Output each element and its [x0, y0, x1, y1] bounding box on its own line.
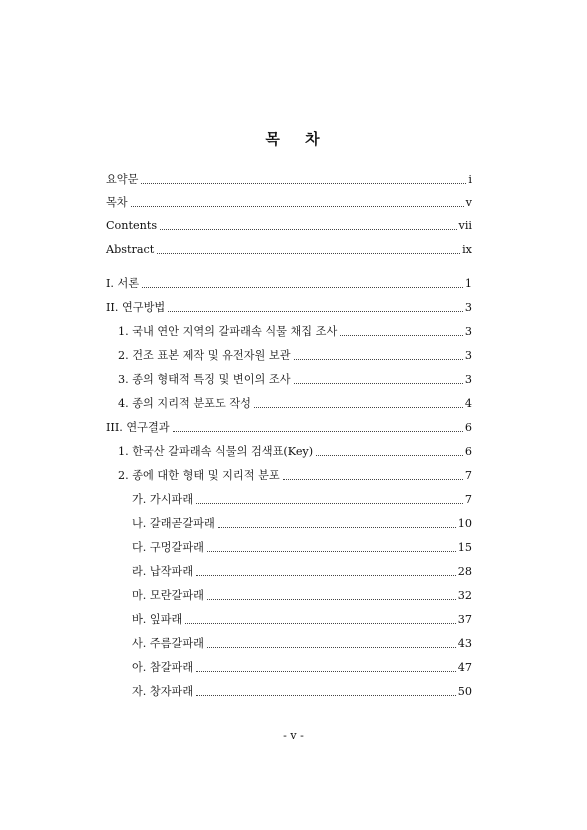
toc-entry-page: 1 [464, 277, 472, 290]
table-of-contents [106, 0, 472, 830]
toc-entry[interactable] [106, 324, 472, 340]
toc-entry-page: 10 [457, 517, 472, 530]
dot-leader [294, 383, 463, 384]
toc-entry-label: 아. 참갈파래 [132, 661, 194, 674]
toc-entry[interactable] [106, 564, 472, 580]
toc-entry[interactable] [106, 300, 472, 316]
toc-entry[interactable] [106, 588, 472, 604]
toc-entry[interactable] [106, 468, 472, 484]
toc-entry-abstract[interactable] [106, 242, 472, 258]
toc-entry-page: 3 [464, 301, 472, 314]
dot-leader [294, 359, 463, 360]
toc-entry-summary[interactable] [106, 172, 472, 188]
dot-leader [254, 407, 463, 408]
toc-entry-page: ix [462, 243, 472, 256]
toc-entry-label: 2. 건조 표본 제작 및 유전자원 보관 [118, 349, 291, 362]
toc-entry-page: 3 [464, 325, 472, 338]
toc-entry-label: 다. 구멍갈파래 [132, 541, 204, 554]
toc-entry-label: I. 서론 [106, 277, 140, 290]
toc-entry-page: 15 [457, 541, 472, 554]
dot-leader [157, 253, 460, 254]
toc-entry-contents-ko[interactable] [106, 195, 472, 211]
toc-entry-page: 50 [457, 685, 472, 698]
toc-entry[interactable] [106, 492, 472, 508]
toc-entry-label: Contents [106, 219, 158, 232]
toc-entry-label: 목차 [106, 196, 128, 209]
toc-entry-page: 3 [464, 349, 472, 362]
toc-entry-label: 1. 국내 연안 지역의 갈파래속 식물 채집 조사 [118, 325, 338, 338]
toc-entry-label: 마. 모란갈파래 [132, 589, 204, 602]
toc-entry-page: 7 [464, 469, 472, 482]
dot-leader [316, 455, 463, 456]
toc-entry-label: 4. 종의 지리적 분포도 작성 [118, 397, 251, 410]
toc-entry[interactable] [106, 444, 472, 460]
dot-leader [196, 575, 456, 576]
toc-entry-label: III. 연구결과 [106, 421, 170, 434]
toc-entry-page: 7 [464, 493, 472, 506]
toc-entry-label: 나. 갈래곧갈파래 [132, 517, 215, 530]
toc-entry-page: v [465, 196, 472, 209]
toc-entry[interactable] [106, 420, 472, 436]
dot-leader [283, 479, 463, 480]
toc-entry[interactable] [106, 660, 472, 676]
toc-entry-label: 1. 한국산 갈파래속 식물의 검색표(Key) [118, 445, 314, 458]
toc-entry-page: i [468, 173, 472, 186]
toc-entry-page: 43 [457, 637, 472, 650]
dot-leader [160, 229, 456, 230]
toc-entry[interactable] [106, 276, 472, 292]
toc-entry-label: 2. 종에 대한 형태 및 지리적 분포 [118, 469, 280, 482]
toc-entry-page: 28 [457, 565, 472, 578]
dot-leader [142, 287, 463, 288]
dot-leader [218, 527, 456, 528]
dot-leader [196, 671, 456, 672]
toc-entry-page: 4 [464, 397, 472, 410]
toc-entry[interactable] [106, 372, 472, 388]
toc-entry[interactable] [106, 516, 472, 532]
page-number: - v - [283, 729, 304, 742]
toc-entry-page: 32 [457, 589, 472, 602]
toc-entry-page: vii [458, 219, 472, 232]
toc-entry-contents-en[interactable] [106, 218, 472, 234]
dot-leader [207, 599, 456, 600]
dot-leader [207, 551, 456, 552]
toc-entry-label: Abstract [106, 243, 155, 256]
dot-leader [131, 206, 464, 207]
toc-entry-label: 사. 주름갈파래 [132, 637, 204, 650]
toc-entry-label: II. 연구방법 [106, 301, 166, 314]
toc-entry-label: 가. 가시파래 [132, 493, 194, 506]
toc-entry-label: 자. 창자파래 [132, 685, 194, 698]
toc-entry[interactable] [106, 636, 472, 652]
dot-leader [168, 311, 463, 312]
dot-leader [340, 335, 463, 336]
toc-entry-page: 6 [464, 421, 472, 434]
toc-entry[interactable] [106, 396, 472, 412]
dot-leader [196, 695, 456, 696]
dot-leader [207, 647, 456, 648]
toc-entry[interactable] [106, 612, 472, 628]
dot-leader [173, 431, 463, 432]
toc-entry[interactable] [106, 684, 472, 700]
toc-entry-label: 라. 납작파래 [132, 565, 194, 578]
toc-entry-label: 바. 잎파래 [132, 613, 183, 626]
toc-entry-page: 6 [464, 445, 472, 458]
toc-entry-label: 요약문 [106, 173, 139, 186]
page-title: 목 차 [265, 130, 322, 148]
dot-leader [141, 183, 466, 184]
toc-entry-label: 3. 종의 형태적 특징 및 변이의 조사 [118, 373, 291, 386]
toc-entry-page: 47 [457, 661, 472, 674]
toc-entry[interactable] [106, 348, 472, 364]
toc-entry-page: 3 [464, 373, 472, 386]
toc-entry[interactable] [106, 540, 472, 556]
dot-leader [196, 503, 463, 504]
toc-entry-page: 37 [457, 613, 472, 626]
dot-leader [185, 623, 455, 624]
